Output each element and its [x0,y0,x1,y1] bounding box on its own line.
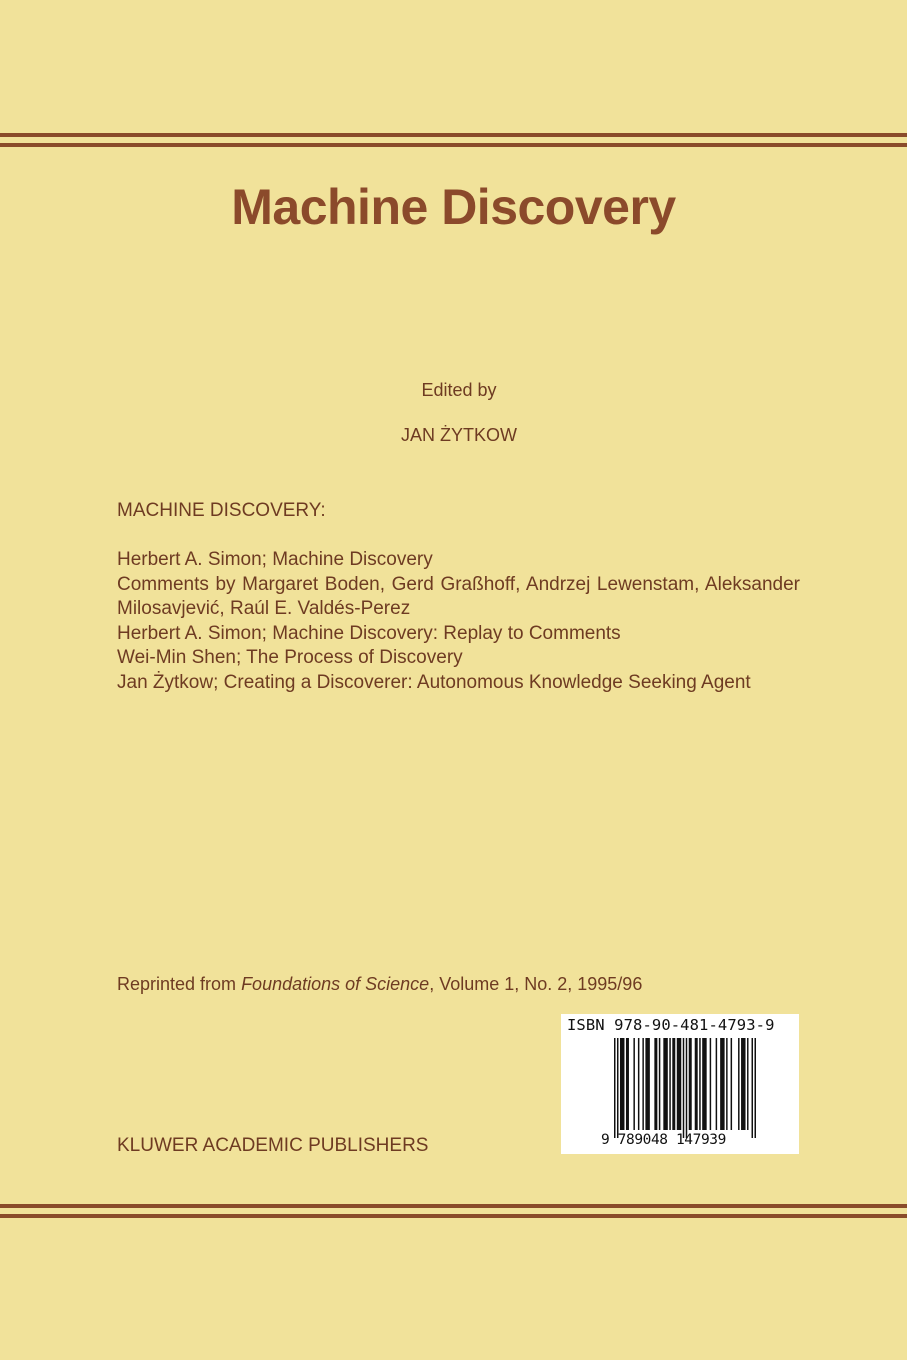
barcode-bar [755,1038,756,1138]
journal-name: Foundations of Science [241,974,430,994]
barcode-bar [614,1038,615,1138]
contents-item: Herbert A. Simon; Machine Discovery [117,549,433,570]
edited-by-label: Edited by [421,380,497,400]
contents-item: Jan Żytkow; Creating a Discoverer: Autonomous Knowledge Seeking Agent [117,671,751,693]
contents-item: Wei-Min Shen; The Process of Discovery [117,647,463,669]
reprint-suffix: , Volume 1, No. 2, 1995/96 [429,974,643,994]
reprint-note [117,974,642,995]
book-title: Machine Discovery [231,179,676,235]
barcode-bar [726,1038,727,1130]
contents-list [117,548,800,696]
barcode-bar [677,1038,681,1130]
publisher-name: KLUWER ACADEMIC PUBLISHERS [117,1135,429,1156]
bottom-rule-inner [0,1204,907,1208]
barcode-bar [752,1038,753,1138]
barcode-bar [689,1038,692,1130]
barcode-bar [683,1038,684,1138]
barcode-bar [741,1038,745,1130]
barcode-bar [638,1038,639,1130]
barcode-bar [716,1038,717,1130]
editor-name: JAN ŻYTKOW [401,425,517,445]
barcode-bar [617,1038,618,1138]
isbn-barcode [561,1014,799,1154]
reprint-prefix: Reprinted from [117,974,242,994]
barcode-bar [645,1038,649,1130]
barcode-bar [699,1038,700,1130]
contents-heading: MACHINE DISCOVERY: [117,500,326,521]
barcode-bar [702,1038,706,1130]
barcode-bar [642,1038,643,1130]
barcode-bar [710,1038,711,1130]
contents-item: Herbert A. Simon; Machine Discovery: Replay to Comments [117,622,621,644]
barcode-bar [686,1038,687,1138]
barcode-bars [614,1038,756,1138]
contents-item: Comments by Margaret Boden, Gerd Graßhoff, Andrzej Lewenstam, Aleksander Milosavjević, Raúl E. Valdés-Perez [117,573,800,620]
barcode-bar [633,1038,634,1130]
top-rule-inner [0,143,907,147]
bottom-rule-outer [0,1214,907,1218]
isbn-label: ISBN 978-90-481-4793-9 [567,1016,775,1034]
barcode-bar [731,1038,732,1130]
barcode-bar [626,1038,629,1130]
barcode-bar [663,1038,667,1130]
barcode-bar [669,1038,670,1130]
barcode-digits: 9 789048 147939 [601,1132,726,1148]
barcode-bar [620,1038,624,1130]
barcode-bar [747,1038,748,1130]
barcode-bar [720,1038,724,1130]
barcode-bar [659,1038,660,1130]
barcode-bar [654,1038,657,1130]
barcode-bar [695,1038,698,1130]
top-rule-outer [0,133,907,137]
barcode-bar [672,1038,675,1130]
barcode-bar [738,1038,739,1130]
